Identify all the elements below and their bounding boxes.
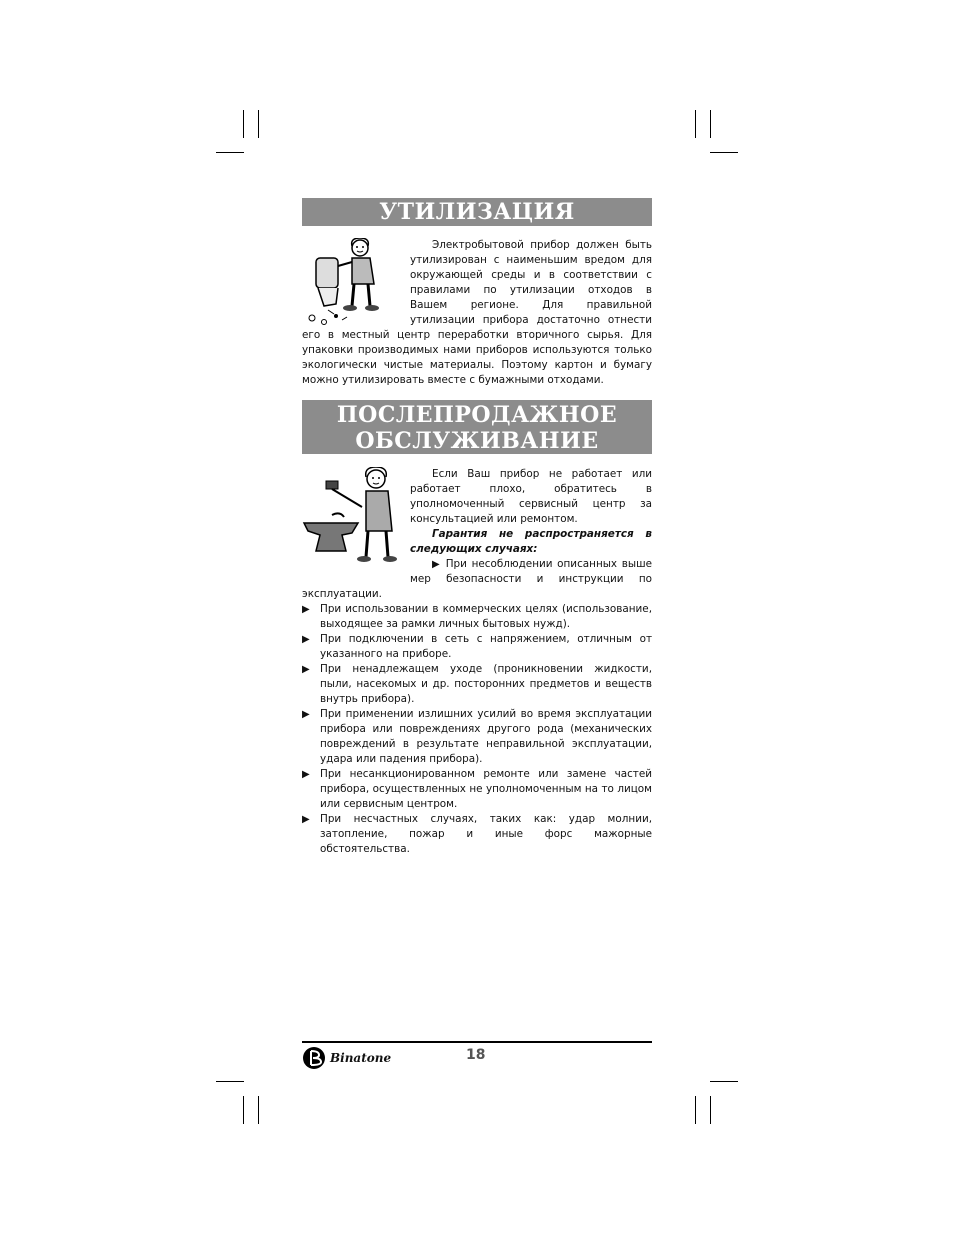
crop-mark xyxy=(216,152,244,153)
disposal-banner xyxy=(302,198,652,226)
warranty-item-text: При применении излишних усилий во время эксплуатации прибора или повреждениях другого рода (механических повреждений в результате неправильной эксплуатации, удара или падения прибора). xyxy=(320,708,652,765)
recycling-man-illustration xyxy=(302,238,402,328)
warranty-item xyxy=(302,767,652,812)
crop-mark xyxy=(710,110,711,138)
crop-mark xyxy=(216,1081,244,1082)
warranty-item-text: При ненадлежащем уходе (проникновении жидкости, пыли, насекомых и др. посторонних предметов и веществ внутрь прибора). xyxy=(320,663,652,705)
bullet-icon: ▶ xyxy=(302,634,310,645)
binatone-logo-icon xyxy=(302,1046,328,1070)
disposal-text: Электробытовой прибор должен быть утилизирован с наименьшим вредом для окружающей среды и в соответствии с правилами по утилизации отходов в Вашем регионе. Для правильной утилизации прибора достаточно отнести его в местный центр переработки вторичного сырья. Для упаковки производимых нами приборов используются только экологически чистые материалы. Поэтому картон и бумагу можно утилизировать вместе с бумажными отходами. xyxy=(302,239,652,386)
warranty-item xyxy=(302,662,652,707)
bullet-icon: ▶ xyxy=(302,664,310,675)
warranty-item xyxy=(302,812,652,857)
crop-mark xyxy=(258,110,259,138)
warranty-item xyxy=(302,707,652,767)
service-title-line1: ПОСЛЕПРОДАЖНОЕ xyxy=(336,402,618,428)
bullet-icon: ▶ xyxy=(302,769,310,780)
warranty-item-text: При несчастных случаях, таких как: удар молнии, затопление, пожар и иные форс мажорные обстоятельства. xyxy=(320,813,652,855)
service-title-line2: ОБСЛУЖИВАНИЕ xyxy=(355,428,599,454)
service-section xyxy=(302,400,652,857)
warranty-item-text: При несоблюдении описанных выше мер безопасности и инструкции по эксплуатации. xyxy=(302,558,652,600)
warranty-item xyxy=(302,632,652,662)
warranty-item-text: При подключении в сеть с напряжением, отличным от указанного на приборе. xyxy=(320,633,652,660)
crop-mark xyxy=(243,1096,244,1124)
brand-logo xyxy=(302,1046,391,1070)
footer-rule xyxy=(302,1041,652,1043)
crop-mark xyxy=(710,1081,738,1082)
crop-mark xyxy=(695,110,696,138)
crop-mark xyxy=(710,152,738,153)
crop-mark xyxy=(258,1096,259,1124)
bullet-icon: ▶ xyxy=(302,604,310,615)
brand-name: Binatone xyxy=(330,1051,392,1065)
warranty-heading: Гарантия не распространяется в следующих случаях: xyxy=(410,528,652,555)
page-number: 18 xyxy=(466,1047,486,1063)
warranty-item xyxy=(302,602,652,632)
warranty-list xyxy=(302,602,652,857)
crop-mark xyxy=(695,1096,696,1124)
blacksmith-illustration xyxy=(302,467,406,577)
bullet-icon: ▶ xyxy=(302,709,310,720)
warranty-item-text: При использовании в коммерческих целях (использование, выходящее за рамки личных бытовых нужд). xyxy=(320,603,652,630)
disposal-section xyxy=(302,198,652,388)
crop-mark xyxy=(710,1096,711,1124)
service-banner xyxy=(302,400,652,454)
service-intro: Если Ваш прибор не работает или работает плохо, обратитесь в уполномоченный сервисный центр за консультацией или ремонтом. xyxy=(410,468,652,525)
bullet-icon: ▶ xyxy=(302,814,310,825)
bullet-icon: ▶ xyxy=(432,559,442,570)
disposal-title: УТИЛИЗАЦИЯ xyxy=(379,199,575,225)
warranty-item-text: При несанкционированном ремонте или замене частей прибора, осуществленных не уполномоченным на то лицом или сервисным центром. xyxy=(320,768,652,810)
crop-mark xyxy=(243,110,244,138)
